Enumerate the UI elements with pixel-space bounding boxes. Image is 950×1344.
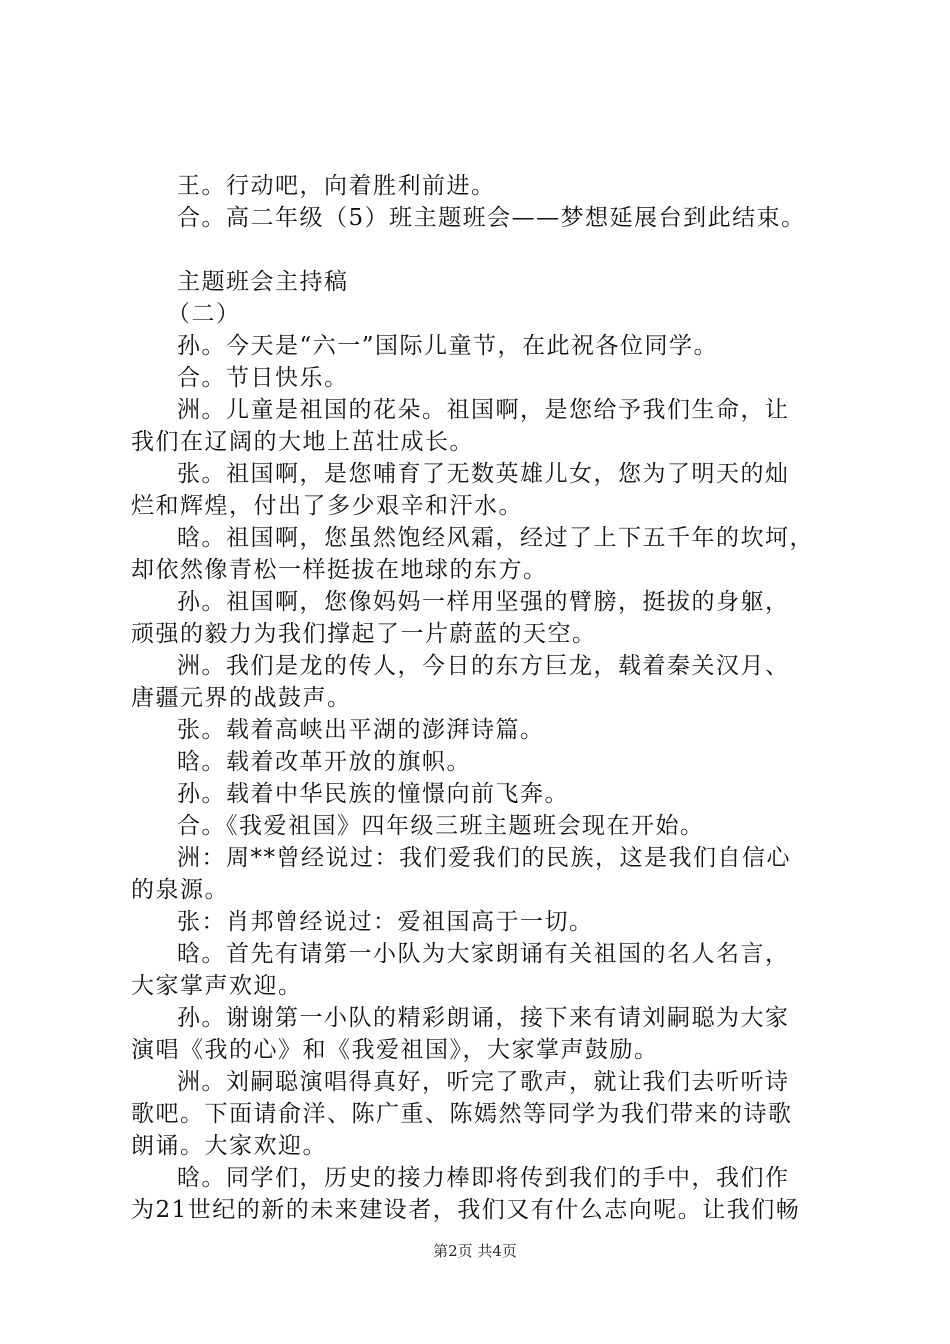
text-line: 张。载着高峡出平湖的澎湃诗篇。 <box>177 717 545 743</box>
text-line: 却依然像青松一样挺拔在地球的东方。 <box>131 557 548 583</box>
text-line: 洲：周**曾经说过：我们爱我们的民族，这是我们自信心 <box>177 845 791 871</box>
text-line: 合。节日快乐。 <box>177 365 349 391</box>
text-line: 王。行动吧，向着胜利前进。 <box>177 173 496 199</box>
text-line: 晗。载着改革开放的旗帜。 <box>177 749 471 775</box>
text-line: 朗诵。大家欢迎。 <box>131 1133 327 1159</box>
page-number-footer: 第2页 共4页 <box>433 1242 517 1260</box>
document-body <box>131 170 831 1226</box>
text-line: 合。高二年级（5）班主题班会——梦想延展台到此结束。 <box>177 205 806 231</box>
text-line: 大家掌声欢迎。 <box>131 973 303 999</box>
section-subtitle: （二） <box>167 301 241 327</box>
text-line: 孙。谢谢第一小队的精彩朗诵，接下来有请刘嗣聪为大家 <box>177 1005 790 1031</box>
section-title: 主题班会主持稿 <box>177 269 349 295</box>
text-line: 的泉源。 <box>131 877 229 903</box>
text-line: 演唱《我的心》和《我爱祖国》，大家掌声鼓励。 <box>131 1037 659 1063</box>
text-line: 张：肖邦曾经说过：爱祖国高于一切。 <box>177 909 594 935</box>
text-line: 为21世纪的新的未来建设者，我们又有什么志向呢。让我们畅 <box>131 1197 801 1223</box>
text-line: 晗。首先有请第一小队为大家朗诵有关祖国的名人名言， <box>177 941 790 967</box>
text-line: 张。祖国啊，是您哺育了无数英雄儿女，您为了明天的灿 <box>177 461 790 487</box>
text-line: 孙。载着中华民族的憧憬向前飞奔。 <box>177 781 569 807</box>
text-line: 我们在辽阔的大地上茁壮成长。 <box>131 429 474 455</box>
text-line: 洲。儿童是祖国的花朵。祖国啊，是您给予我们生命，让 <box>177 397 790 423</box>
text-line: 歌吧。下面请俞洋、陈广重、陈嫣然等同学为我们带来的诗歌 <box>131 1101 793 1127</box>
text-line: 合。《我爱祖国》四年级三班主题班会现在开始。 <box>177 813 705 839</box>
text-line: 孙。祖国啊，您像妈妈一样用坚强的臂膀，挺拔的身躯， <box>177 589 790 615</box>
text-line: 顽强的毅力为我们撑起了一片蔚蓝的天空。 <box>131 621 597 647</box>
text-line: 孙。今天是“六一”国际儿童节，在此祝各位同学。 <box>177 333 719 359</box>
text-line: 洲。刘嗣聪演唱得真好，听完了歌声，就让我们去听听诗 <box>177 1069 790 1095</box>
text-line: 唐疆元界的战鼓声。 <box>131 685 352 711</box>
blank-line <box>131 234 831 266</box>
text-line: 洲。我们是龙的传人，今日的东方巨龙，载着秦关汉月、 <box>177 653 790 679</box>
text-line: 晗。祖国啊，您虽然饱经风霜，经过了上下五千年的坎坷， <box>177 525 814 551</box>
text-line: 晗。同学们，历史的接力棒即将传到我们的手中，我们作 <box>177 1165 790 1191</box>
text-line: 烂和辉煌，付出了多少艰辛和汗水。 <box>131 493 523 519</box>
